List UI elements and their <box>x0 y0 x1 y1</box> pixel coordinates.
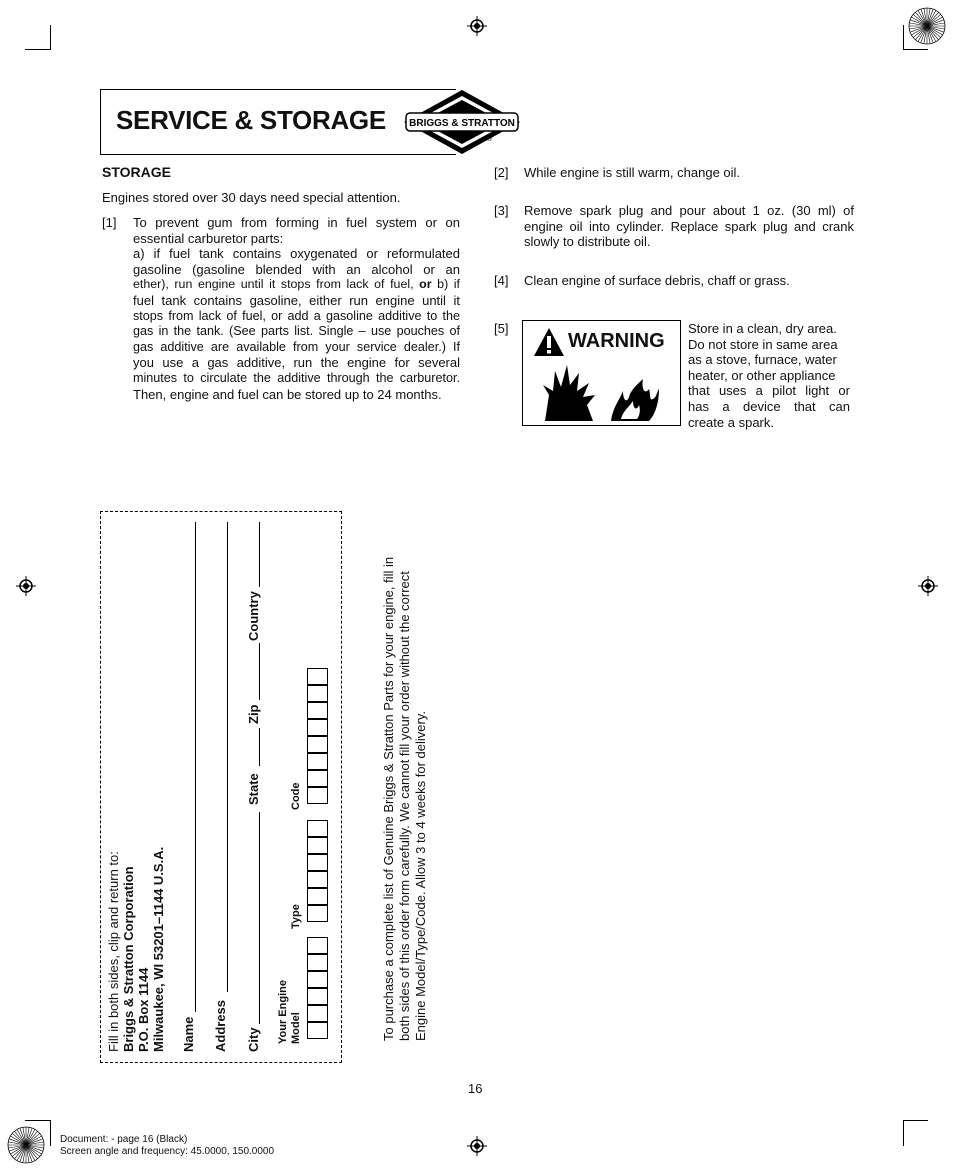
item-number: [5] <box>494 321 509 336</box>
purchase-instructions-2: both sides of this order form carefully. We cannot fill your order without the correct <box>397 571 412 1041</box>
grid-cell[interactable] <box>307 1022 328 1039</box>
grid-cell[interactable] <box>307 668 328 685</box>
footer-line-1: Document: - page 16 (Black) <box>60 1134 188 1145</box>
star-target-icon <box>908 7 946 45</box>
form-po-box: P.O. Box 1144 <box>136 967 151 1052</box>
item-5-text: Store in a clean, dry area. Do not store in same area as a stove, furnace, water heater, or other appliance that uses a pilot light or has a device that can create a spark. <box>688 321 850 430</box>
grid-cell[interactable] <box>307 753 328 770</box>
field-state-label: State <box>246 773 261 805</box>
grid-cell[interactable] <box>307 820 328 837</box>
crop-mark <box>903 49 928 50</box>
crop-mark <box>25 49 50 50</box>
grid-cell[interactable] <box>307 770 328 787</box>
footer-line-2: Screen angle and frequency: 45.0000, 150.0000 <box>60 1146 275 1157</box>
grid-cell[interactable] <box>307 888 328 905</box>
grid-cell[interactable] <box>307 905 328 922</box>
crop-mark <box>25 1120 50 1121</box>
form-city-address: Milwaukee, WI 53201–1144 U.S.A. <box>151 846 166 1052</box>
form-instruction: Fill in both sides, clip and return to: <box>106 851 121 1052</box>
crop-mark <box>903 25 904 50</box>
field-model-label: Your Engine <box>277 980 289 1044</box>
grid-cell[interactable] <box>307 685 328 702</box>
field-type-label: Type <box>290 904 302 929</box>
field-name-label: Name <box>181 1016 196 1052</box>
purchase-instructions-3: Engine Model/Type/Code. Allow 3 to 4 weeks for delivery. <box>413 711 428 1041</box>
registration-target-icon <box>918 576 938 596</box>
star-target-icon <box>7 1126 45 1164</box>
storage-intro: Engines stored over 30 days need special attention. <box>102 190 401 205</box>
grid-cell[interactable] <box>307 954 328 971</box>
warning-label: WARNING <box>568 330 665 352</box>
briggs-stratton-logo <box>403 89 521 155</box>
crop-mark <box>903 1120 904 1146</box>
grid-cell[interactable] <box>307 702 328 719</box>
warning-box <box>522 320 681 426</box>
grid-cell[interactable] <box>307 787 328 804</box>
print-footer <box>60 1134 274 1158</box>
zip-line <box>259 643 260 700</box>
country-line <box>259 522 260 587</box>
crop-mark <box>903 1120 928 1121</box>
logo-registered: ® <box>487 136 493 143</box>
item-number: [3] <box>494 203 509 218</box>
field-zip-label: Zip <box>246 704 261 724</box>
grid-cell[interactable] <box>307 854 328 871</box>
state-line <box>259 728 260 766</box>
item-2-text: While engine is still warm, change oil. <box>524 165 741 180</box>
field-city-label: City <box>246 1027 261 1052</box>
registration-target-icon <box>467 1136 487 1156</box>
grid-cell[interactable] <box>307 871 328 888</box>
fire-icon <box>609 377 659 421</box>
grid-cell[interactable] <box>307 937 328 954</box>
field-code-label: Code <box>290 782 302 810</box>
grid-cell[interactable] <box>307 837 328 854</box>
grid-cell[interactable] <box>307 971 328 988</box>
registration-target-icon <box>16 576 36 596</box>
storage-heading: STORAGE <box>102 164 171 180</box>
purchase-instructions-1: To purchase a complete list of Genuine Briggs & Stratton Parts for your engine, fill in <box>381 556 396 1041</box>
address-line <box>227 522 228 992</box>
form-company: Briggs & Stratton Corporation <box>121 866 136 1052</box>
warning-triangle-icon <box>533 327 565 357</box>
crop-mark <box>50 25 51 50</box>
item-number: [4] <box>494 273 509 288</box>
explosion-icon <box>543 365 595 421</box>
crop-mark <box>50 1120 51 1146</box>
item-1-text: To prevent gum from forming in fuel system or on essential carburetor parts: a) if fuel tank contains oxygenated or reformulated gasoline (gasoline blended with an alcohol or an ether), run engine until it stops from lack of fuel, or b) if fuel tank contains gasoline, either run engine until it stops from lack of fuel, or add a gasoline additive to the gas in the tank. (See parts list. Single – use pouches of gas additive are available from your service dealer.) If you use a gas additive, run the engine for several minutes to circulate the additive through the carburetor. Then, engine and fuel can be stored up to 24 months. <box>133 215 460 402</box>
field-model-label-2: Model <box>290 1012 302 1044</box>
grid-cell[interactable] <box>307 736 328 753</box>
registration-target-icon <box>467 16 487 36</box>
field-country-label: Country <box>246 591 261 641</box>
item-number: [1] <box>102 215 117 230</box>
grid-cell[interactable] <box>307 1005 328 1022</box>
page-number: 16 <box>468 1081 483 1096</box>
item-number: [2] <box>494 165 509 180</box>
name-line <box>195 522 196 1012</box>
city-line <box>259 812 260 1024</box>
item-4-text: Clean engine of surface debris, chaff or grass. <box>524 273 790 288</box>
item-3-text: Remove spark plug and pour about 1 oz. (30 ml) of engine oil into cylinder. Replace spark plug and crank slowly to distribute oil. <box>524 203 854 250</box>
logo-text: BRIGGS & STRATTON <box>409 118 515 129</box>
page-title: SERVICE & STORAGE <box>116 105 386 135</box>
grid-cell[interactable] <box>307 988 328 1005</box>
grid-cell[interactable] <box>307 719 328 736</box>
field-address-label: Address <box>213 999 228 1052</box>
